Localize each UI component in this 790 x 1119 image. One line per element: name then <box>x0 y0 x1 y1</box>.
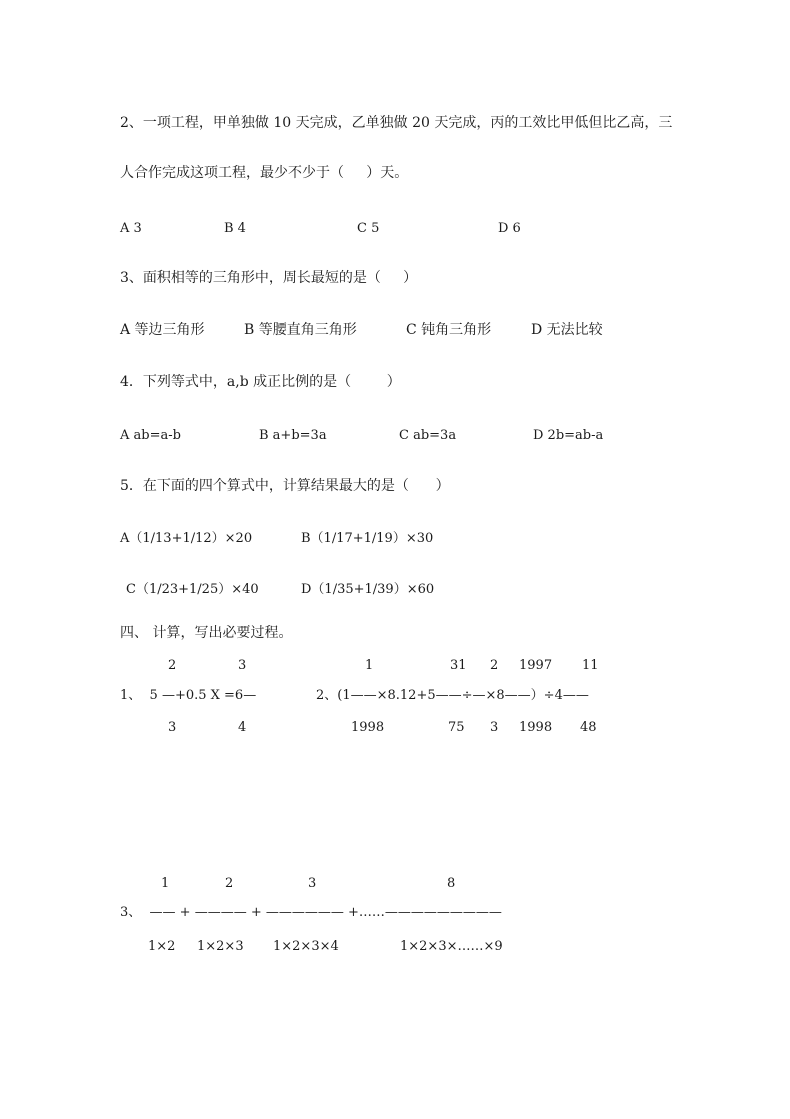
p3-denominator-4: 1×2×3×……×9 <box>400 939 503 954</box>
q3-option-d: D 无法比较 <box>531 322 603 338</box>
q2-stem-line1: 2、一项工程，甲单独做 10 天完成，乙单独做 20 天完成，丙的工效比甲低但比乙高，三 <box>120 115 673 131</box>
p3-denominator-3: 1×2×3×4 <box>273 939 339 954</box>
p3-numerator-3: 3 <box>308 876 317 891</box>
p3-denominator-1: 1×2 <box>148 939 176 954</box>
q3-stem: 3、面积相等的三角形中，周长最短的是（ ） <box>120 270 418 286</box>
p3-expression: 3、 —— + ———— + —————— +……————————— <box>120 905 502 920</box>
q5-option-b: B（1/17+1/19）×30 <box>301 531 434 546</box>
p3-numerator-4: 8 <box>447 876 456 891</box>
q4-option-c: C ab=3a <box>399 428 457 443</box>
p2-numerator-5: 11 <box>582 658 599 673</box>
q5-option-c: C（1/23+1/25）×40 <box>126 582 259 597</box>
q3-option-a: A 等边三角形 <box>120 322 205 338</box>
q4-option-b: B a+b=3a <box>259 428 327 443</box>
p2-numerator-2: 31 <box>450 658 467 673</box>
p1-numerator-2: 3 <box>238 658 247 673</box>
p3-denominator-2: 1×2×3 <box>197 939 244 954</box>
p3-numerator-2: 2 <box>225 876 234 891</box>
p2-numerator-3: 2 <box>490 658 499 673</box>
p2-denominator-4: 1998 <box>519 720 553 735</box>
q4-option-d: D 2b=ab-a <box>533 428 604 443</box>
q5-option-d: D（1/35+1/39）×60 <box>301 582 435 597</box>
p2-numerator-1: 1 <box>365 658 374 673</box>
q2-stem-line2: 人合作完成这项工程，最少不少于（ ）天。 <box>120 165 409 181</box>
q2-option-d: D 6 <box>498 221 521 236</box>
p1-numerator-1: 2 <box>168 658 177 673</box>
p2-denominator-2: 75 <box>448 720 465 735</box>
q4-option-a: A ab=a-b <box>120 428 181 443</box>
q4-stem: 4．下列等式中，a,b 成正比例的是（ ） <box>120 374 401 390</box>
p2-expression: 2、(1——×8.12+5——÷—×8——）÷4—— <box>316 688 589 703</box>
p2-denominator-3: 3 <box>490 720 499 735</box>
p2-denominator-5: 48 <box>580 720 597 735</box>
q2-option-a: A 3 <box>120 221 142 236</box>
q2-option-b: B 4 <box>224 221 246 236</box>
section4-heading: 四、 计算，写出必要过程。 <box>120 625 293 641</box>
p2-denominator-1: 1998 <box>351 720 385 735</box>
q2-option-c: C 5 <box>357 221 380 236</box>
q5-option-a: A（1/13+1/12）×20 <box>120 531 253 546</box>
p2-numerator-4: 1997 <box>519 658 553 673</box>
q3-option-c: C 钝角三角形 <box>406 322 492 338</box>
q3-option-b: B 等腰直角三角形 <box>244 322 357 338</box>
q5-stem: 5．在下面的四个算式中，计算结果最大的是（ ） <box>120 478 450 494</box>
p3-numerator-1: 1 <box>161 876 170 891</box>
p1-denominator-2: 4 <box>238 720 247 735</box>
p1-expression: 1、 5 —+0.5 X =6— <box>120 688 257 703</box>
p1-denominator-1: 3 <box>168 720 177 735</box>
